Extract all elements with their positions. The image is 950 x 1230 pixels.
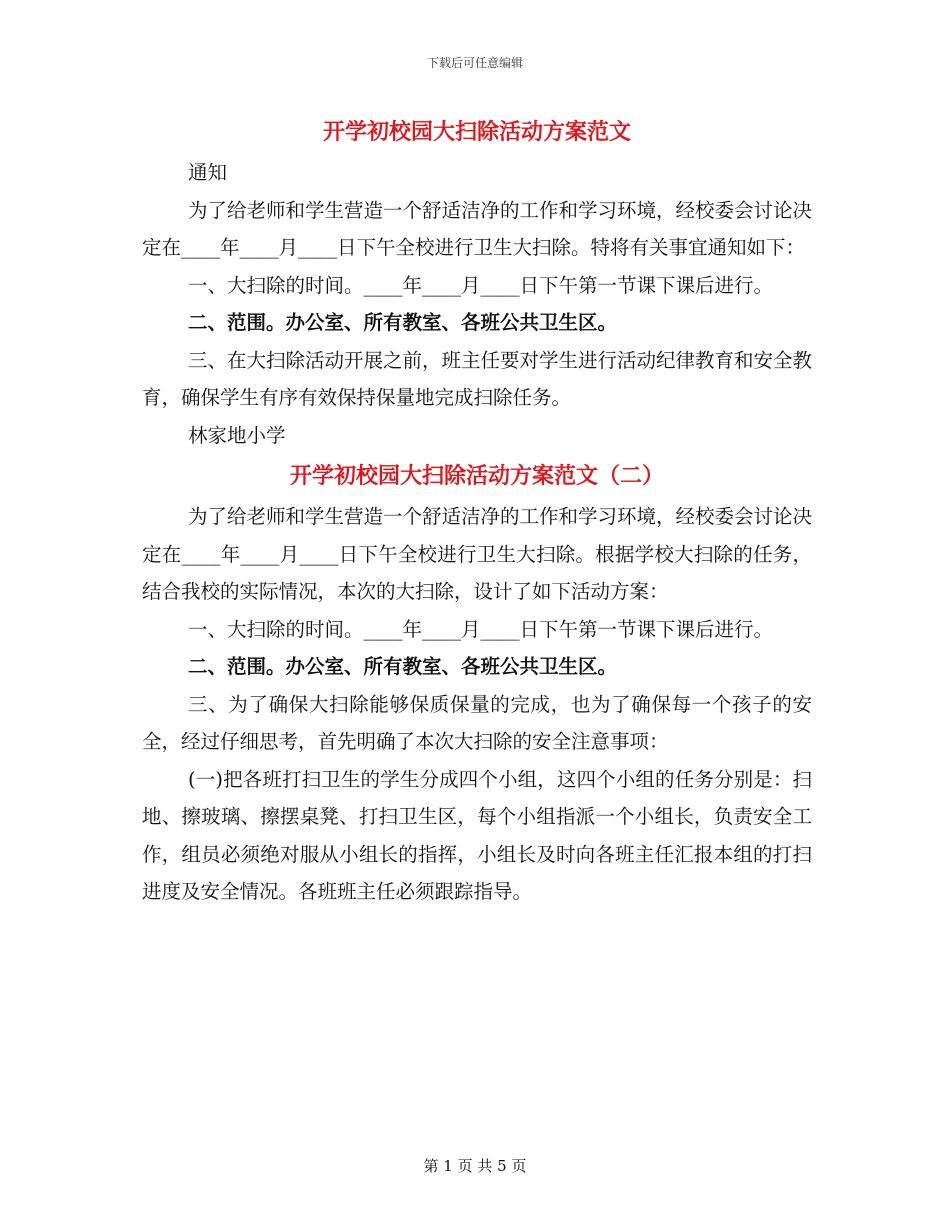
page-number-footer: 第 1 页 共 5 页 xyxy=(423,1157,527,1175)
school-signature: 林家地小学 xyxy=(188,423,286,447)
page-header-note: 下载后可任意编辑 xyxy=(426,56,523,70)
section1-title: 开学初校园大扫除活动方案范文 xyxy=(322,119,631,145)
section1-education-paragraph: 三、在大扫除活动开展之前，班主任要对学生进行活动纪律教育和安全教育，确保学生有序有效保持保量地完成扫除任务。 xyxy=(142,348,813,409)
section1-intro-paragraph: 为了给老师和学生营造一个舒适洁净的工作和学习环境，经校委会讨论决定在____年____月____日下午全校进行卫生大扫除。特将有关事宜通知如下： xyxy=(142,198,813,259)
section2-safety-paragraph: 三、为了确保大扫除能够保质保量的完成，也为了确保每一个孩子的安全，经过仔细思考，首先明确了本次大扫除的安全注意事项： xyxy=(142,692,812,753)
section2-groups-paragraph: (一)把各班打扫卫生的学生分成四个小组，这四个小组的任务分别是：扫地、擦玻璃、擦摆桌凳、打扫卫生区，每个小组指派一个小组长，负责安全工作，组员必须绝对服从小组长的指挥，小组长及时向各班主任汇报本组的打扫进度及安全情况。各班班主任必须跟踪指导。 xyxy=(142,767,812,903)
section2-title: 开学初校园大扫除活动方案范文（二） xyxy=(289,463,664,489)
section1-time-paragraph: 一、大扫除的时间。____年____月____日下午第一节课下课后进行。 xyxy=(188,273,774,297)
document-body xyxy=(142,110,812,911)
notice-label: 通知 xyxy=(188,161,228,184)
section2-time-paragraph: 一、大扫除的时间。____年____月____日下午第一节课下课后进行。 xyxy=(188,617,774,641)
section2-intro-paragraph: 为了给老师和学生营造一个舒适洁净的工作和学习环境，经校委会讨论决定在____年____月____日下午全校进行卫生大扫除。根据学校大扫除的任务，结合我校的实际情况，本次的大扫除，设计了如下活动方案： xyxy=(142,505,813,603)
section1-scope-paragraph: 二、范围。办公室、所有教室、各班公共卫生区。 xyxy=(188,311,618,334)
section2-scope-paragraph: 二、范围。办公室、所有教室、各班公共卫生区。 xyxy=(188,655,618,678)
